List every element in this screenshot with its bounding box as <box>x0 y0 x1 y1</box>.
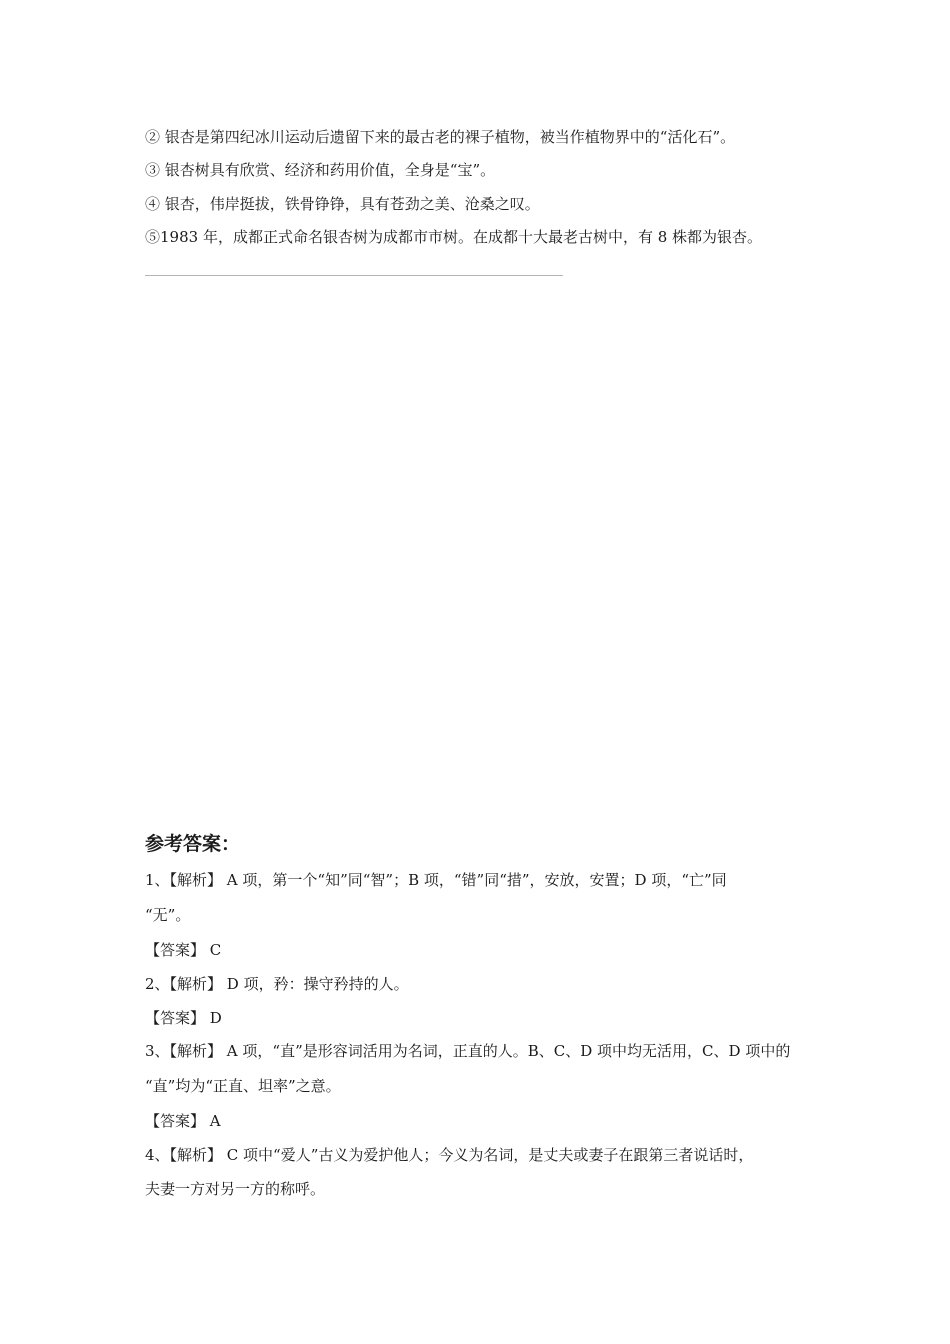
answer-1-analysis: 1、【解析】 A 项，第一个“知”同“智”；B 项，“错”同“措”，安放，安置；D 项，“亡”同 <box>145 871 727 889</box>
statement-3: ③ 银杏树具有欣赏、经济和药用价值，全身是“宝”。 <box>145 161 496 179</box>
statement-5: ⑤1983 年，成都正式命名银杏树为成都市市树。在成都十大最老古树中，有 8 株都为银杏。 <box>145 228 763 246</box>
answer-2-key: 【答案】 D <box>145 1009 222 1027</box>
statement-2: ② 银杏是第四纪冰川运动后遗留下来的最古老的裸子植物，被当作植物界中的“活化石”。 <box>145 128 736 146</box>
answer-4-analysis: 4、【解析】 C 项中“爱人”古义为爱护他人；今义为名词，是丈夫或妻子在跟第三者说话时， <box>145 1146 754 1164</box>
answer-3-key: 【答案】 A <box>145 1112 221 1130</box>
answer-3-analysis: 3、【解析】 A 项，“直”是形容词活用为名词，正直的人。B、C、D 项中均无活用，C、D 项中的 <box>145 1042 791 1060</box>
answers-heading: 参考答案： <box>145 833 241 855</box>
answer-3-analysis-cont: “直”均为“正直、坦率”之意。 <box>145 1077 341 1095</box>
section-divider <box>145 275 563 276</box>
answer-2-analysis: 2、【解析】 D 项，矜：操守矜持的人。 <box>145 975 409 993</box>
statement-4: ④ 银杏，伟岸挺拔，铁骨铮铮，具有苍劲之美、沧桑之叹。 <box>145 195 540 213</box>
answer-4-analysis-cont: 夫妻一方对另一方的称呼。 <box>145 1180 326 1198</box>
answer-1-key: 【答案】 C <box>145 941 222 959</box>
answer-1-analysis-cont: “无”。 <box>145 906 191 924</box>
